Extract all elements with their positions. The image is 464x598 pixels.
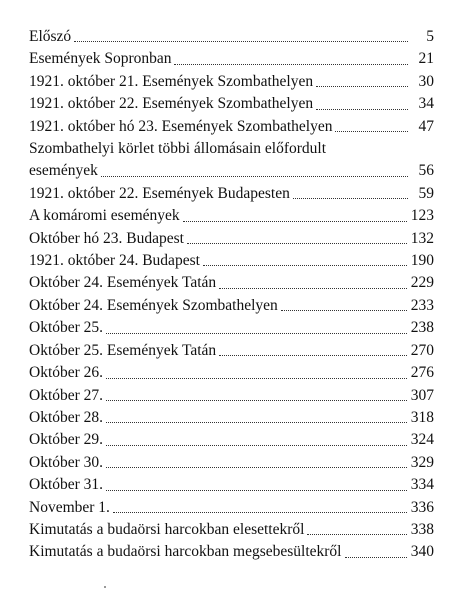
toc-entry-title: Október 28. xyxy=(29,408,104,426)
toc-entry-title: 1921. október 21. Események Szombathelyen xyxy=(29,72,314,90)
toc-entry-page: 190 xyxy=(410,252,434,270)
toc-entry xyxy=(29,183,434,205)
toc-entry-page: 338 xyxy=(410,520,434,538)
toc-entry-title-line1: Szombathelyi körlet többi állomásain előfordult xyxy=(29,140,327,158)
toc-entry xyxy=(29,497,434,519)
toc-entry-title: November 1. xyxy=(29,498,110,516)
toc-entry xyxy=(29,452,434,474)
dot-leader xyxy=(174,64,408,65)
toc-entry-title: Előszó xyxy=(29,28,72,45)
toc-entry xyxy=(29,519,434,541)
toc-entry xyxy=(29,541,434,563)
toc-entry-title-line2: események xyxy=(29,162,98,180)
toc-entry-title: Október hó 23. Budapest xyxy=(29,229,184,247)
scan-speck xyxy=(104,586,106,588)
toc-entry xyxy=(29,71,434,93)
toc-entry xyxy=(29,272,434,294)
toc-entry-title: 1921. október 22. Események Budapesten xyxy=(29,184,290,202)
dot-leader xyxy=(74,41,408,42)
dot-leader xyxy=(219,355,407,356)
toc-entry-title: Kimutatás a budaörsi harcokban megsebesültekről xyxy=(29,543,342,561)
dot-leader xyxy=(106,333,407,334)
dot-leader xyxy=(281,310,407,311)
dot-leader xyxy=(345,557,407,558)
dot-leader xyxy=(106,378,407,379)
dot-leader xyxy=(316,109,408,110)
toc-entry-page: 229 xyxy=(410,274,434,292)
toc-entry-title: Október 31. xyxy=(29,476,104,494)
toc-entry-page: 334 xyxy=(410,476,434,494)
toc-entry-title: Események Sopronban xyxy=(29,50,172,68)
toc-entry-title: Október 29. xyxy=(29,431,104,449)
toc-entry-title: Október 25. Események Tatán xyxy=(29,341,217,359)
toc-entry-page: 324 xyxy=(410,431,434,449)
dot-leader xyxy=(101,176,408,177)
toc-entry-page: 56 xyxy=(418,162,434,180)
toc-entry xyxy=(29,317,434,339)
dot-leader xyxy=(307,534,406,535)
toc-entry-title: 1921. október 24. Budapest xyxy=(29,252,200,270)
toc-entry-title: Október 30. xyxy=(29,453,104,471)
toc-entry-page: 238 xyxy=(410,319,434,337)
dot-leader xyxy=(106,445,407,446)
dot-leader xyxy=(106,490,407,491)
toc-entry-page: 21 xyxy=(418,50,434,68)
dot-leader xyxy=(293,198,408,199)
dot-leader xyxy=(203,265,407,266)
toc-entry-page: 123 xyxy=(410,207,434,225)
toc-entry xyxy=(29,250,434,272)
table-of-contents xyxy=(29,26,434,564)
toc-entry xyxy=(29,116,434,138)
toc-entry-title: Október 25. xyxy=(29,319,104,337)
toc-entry-page: 270 xyxy=(410,341,434,359)
toc-entry xyxy=(29,340,434,362)
toc-entry-page: 30 xyxy=(418,72,434,90)
dot-leader xyxy=(183,221,407,222)
toc-entry xyxy=(29,48,434,70)
toc-entry-title: 1921. október 22. Események Szombathelyen xyxy=(29,95,314,113)
toc-entry-page: 307 xyxy=(410,386,434,404)
toc-entry-page: 59 xyxy=(418,184,434,202)
toc-entry-page: 329 xyxy=(410,453,434,471)
toc-entry-page: 132 xyxy=(410,229,434,247)
toc-entry xyxy=(29,407,434,429)
toc-entry-page: 276 xyxy=(410,364,434,382)
toc-entry-title: Kimutatás a budaörsi harcokban elesettekről xyxy=(29,520,305,538)
toc-entry-title: Október 24. Események Tatán xyxy=(29,274,217,292)
toc-entry-title: A komáromi események xyxy=(29,207,180,225)
toc-entry-page: 47 xyxy=(418,117,434,135)
toc-entry-title: 1921. október hó 23. Események Szombathelyen xyxy=(29,117,333,135)
toc-entry-title: Október 24. Események Szombathelyen xyxy=(29,296,278,314)
toc-entry xyxy=(29,362,434,384)
dot-leader xyxy=(106,467,407,468)
toc-entry-page: 336 xyxy=(410,498,434,516)
dot-leader xyxy=(113,512,407,513)
toc-entry xyxy=(29,26,434,48)
toc-entry xyxy=(29,429,434,451)
toc-entry-page: 233 xyxy=(410,296,434,314)
toc-entry xyxy=(29,385,434,407)
toc-entry xyxy=(29,295,434,317)
dot-leader xyxy=(106,422,407,423)
toc-entry-page: 340 xyxy=(410,543,434,561)
dot-leader xyxy=(316,86,408,87)
toc-entry xyxy=(29,205,434,227)
toc-entry-page: 34 xyxy=(418,95,434,113)
dot-leader xyxy=(106,400,407,401)
dot-leader xyxy=(187,243,407,244)
dot-leader xyxy=(219,288,407,289)
toc-entry xyxy=(29,138,434,183)
toc-entry-page: 318 xyxy=(410,408,434,426)
toc-entry-page: 5 xyxy=(426,28,434,45)
toc-entry-line2 xyxy=(29,160,434,182)
toc-entry-title: Október 27. xyxy=(29,386,104,404)
dot-leader xyxy=(335,131,408,132)
toc-entry-title: Október 26. xyxy=(29,364,104,382)
toc-entry xyxy=(29,93,434,115)
toc-entry xyxy=(29,474,434,496)
toc-entry xyxy=(29,228,434,250)
